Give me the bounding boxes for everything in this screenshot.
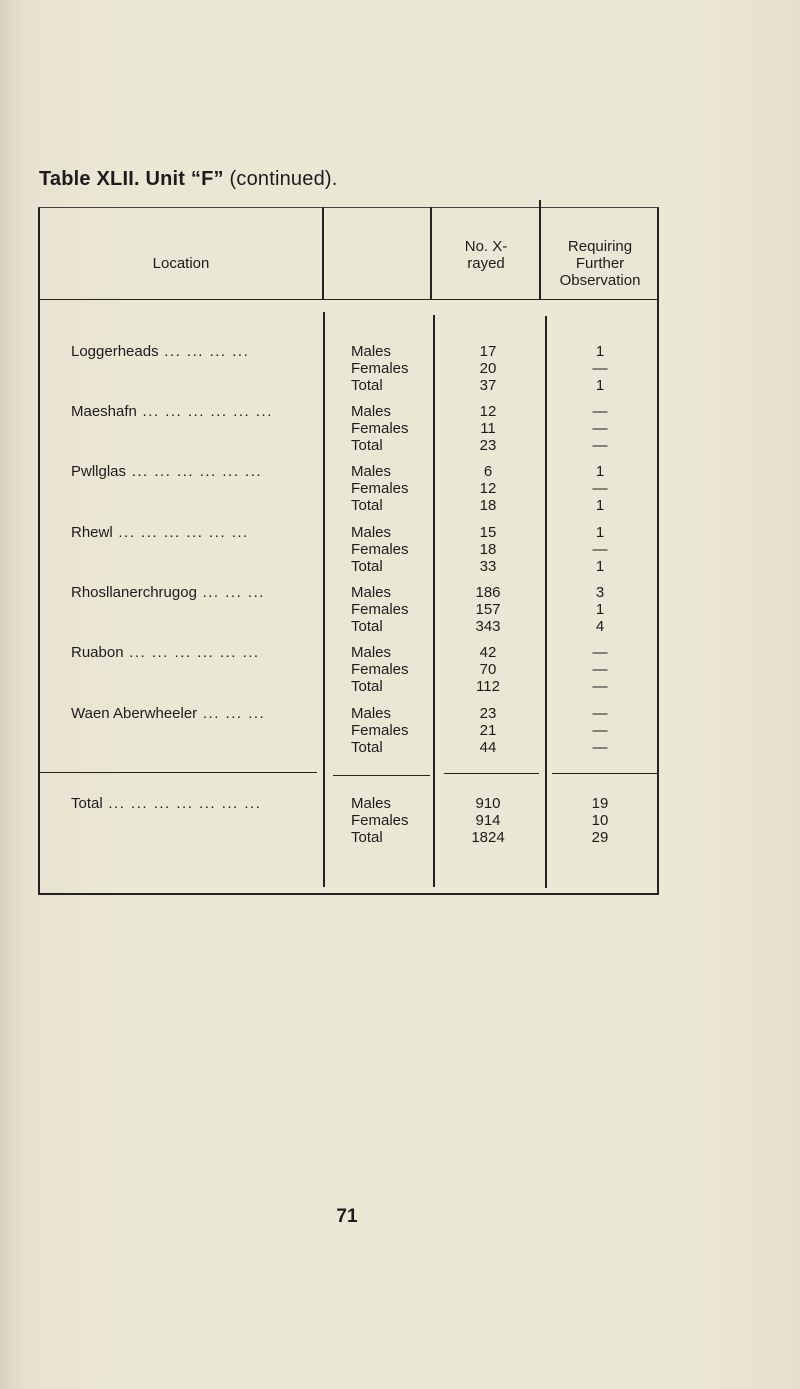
total-row (0, 795, 800, 855)
leader-dots: ... ... ... ... ... ... (112, 524, 249, 541)
leader-dots: ... ... ... ... (158, 343, 250, 360)
sex-females: Females (351, 541, 409, 558)
sex-males: Males (351, 524, 392, 541)
requiring-cell (543, 584, 657, 635)
xrayed-females: 18 (479, 541, 497, 558)
sex-cell (351, 795, 433, 846)
location-cell (71, 343, 323, 360)
table-title-suffix: (continued). (223, 168, 338, 190)
location-cell (71, 463, 323, 480)
xrayed-females: 20 (479, 360, 497, 377)
requiring-total: — (592, 678, 608, 695)
page-number: 71 (336, 1206, 358, 1227)
table-row (0, 705, 800, 765)
xrayed-females: 21 (479, 722, 497, 739)
xrayed-total: 1824 (471, 829, 505, 846)
table-row (0, 403, 800, 463)
location-name: Rhosllanerchrugog (71, 584, 197, 601)
header-rule-1 (322, 207, 324, 300)
requiring-cell (543, 403, 657, 454)
table-title (39, 168, 338, 191)
requiring-females: 10 (591, 812, 609, 829)
sex-females: Females (351, 601, 409, 618)
location-cell (71, 795, 323, 812)
xrayed-cell (436, 524, 540, 575)
requiring-males: 1 (595, 463, 605, 480)
requiring-total: 1 (595, 558, 605, 575)
total-rule-location (40, 772, 317, 773)
xrayed-cell (436, 795, 540, 846)
sex-cell (351, 584, 433, 635)
requiring-cell (543, 463, 657, 514)
sex-total: Total (351, 618, 383, 635)
table-row (0, 524, 800, 584)
requiring-cell (543, 795, 657, 846)
requiring-females: — (592, 541, 608, 558)
requiring-males: 19 (591, 795, 609, 812)
sex-cell (351, 705, 433, 756)
header-underline (40, 299, 658, 300)
requiring-cell (543, 343, 657, 394)
sex-females: Females (351, 812, 409, 829)
location-name: Maeshafn (71, 403, 137, 420)
location-name: Rhewl (71, 524, 113, 541)
requiring-total: 29 (591, 829, 609, 846)
xrayed-females: 914 (475, 812, 501, 829)
table-row (0, 584, 800, 644)
requiring-males: — (592, 403, 608, 420)
location-name: Total (71, 795, 103, 812)
requiring-females: — (592, 661, 608, 678)
location-cell (71, 644, 323, 661)
xrayed-females: 12 (479, 480, 497, 497)
xrayed-males: 6 (483, 463, 493, 480)
header-rule-2 (430, 207, 432, 300)
xrayed-cell (436, 463, 540, 514)
header-requiring: Requiring Further Observation (559, 238, 641, 289)
sex-males: Males (351, 463, 392, 480)
requiring-males: 3 (595, 584, 605, 601)
sex-males: Males (351, 705, 392, 722)
requiring-cell (543, 644, 657, 695)
sex-total: Total (351, 377, 383, 394)
sex-total: Total (351, 558, 383, 575)
xrayed-total: 112 (476, 678, 500, 695)
sex-males: Males (351, 795, 392, 812)
requiring-males: — (592, 644, 608, 661)
requiring-males: — (592, 705, 608, 722)
table-title-main: Table XLII. Unit “F” (39, 168, 224, 190)
requiring-females: — (592, 360, 608, 377)
xrayed-total: 33 (479, 558, 497, 575)
sex-cell (351, 644, 433, 695)
requiring-total: 1 (595, 377, 605, 394)
sex-total: Total (351, 678, 383, 695)
requiring-total: 1 (595, 497, 605, 514)
xrayed-cell (436, 584, 540, 635)
total-rule-requiring (552, 773, 657, 774)
table-row (0, 343, 800, 403)
xrayed-males: 23 (479, 705, 497, 722)
sex-males: Males (351, 403, 392, 420)
location-cell (71, 403, 323, 420)
table-row (0, 644, 800, 704)
xrayed-males: 15 (479, 524, 497, 541)
requiring-cell (543, 524, 657, 575)
xrayed-total: 37 (479, 377, 497, 394)
xrayed-males: 17 (479, 343, 497, 360)
leader-dots: ... ... ... ... ... ... ... (102, 795, 262, 812)
leader-dots: ... ... ... (197, 705, 266, 722)
requiring-females: — (592, 420, 608, 437)
leader-dots: ... ... ... ... ... ... (123, 644, 260, 661)
leader-dots: ... ... ... ... ... ... (136, 403, 273, 420)
sex-females: Females (351, 420, 409, 437)
sex-males: Males (351, 343, 392, 360)
xrayed-males: 910 (475, 795, 501, 812)
xrayed-total: 23 (479, 437, 497, 454)
location-name: Loggerheads (71, 343, 159, 360)
requiring-total: — (592, 437, 608, 454)
location-cell (71, 584, 323, 601)
xrayed-cell (436, 644, 540, 695)
xrayed-total: 18 (479, 497, 497, 514)
location-cell (71, 705, 323, 722)
table-row (0, 463, 800, 523)
requiring-total: 4 (595, 618, 605, 635)
leader-dots: ... ... ... ... ... ... (126, 463, 263, 480)
location-name: Waen Aberwheeler (71, 705, 198, 722)
requiring-females: 1 (595, 601, 605, 618)
header-rule-3 (539, 200, 541, 300)
location-name: Ruabon (71, 644, 124, 661)
sex-total: Total (351, 829, 383, 846)
sex-females: Females (351, 722, 409, 739)
xrayed-males: 186 (475, 584, 501, 601)
xrayed-total: 44 (479, 739, 497, 756)
sex-males: Males (351, 644, 392, 661)
location-cell (71, 524, 323, 541)
sex-cell (351, 343, 433, 394)
requiring-total: — (592, 739, 608, 756)
xrayed-females: 70 (479, 661, 497, 678)
xrayed-females: 157 (475, 601, 501, 618)
xrayed-males: 12 (479, 403, 497, 420)
xrayed-cell (436, 343, 540, 394)
requiring-females: — (592, 722, 608, 739)
header-xrayed: No. X-rayed (464, 238, 508, 272)
location-name: Pwllglas (71, 463, 127, 480)
sex-cell (351, 524, 433, 575)
total-rule-xrayed (444, 773, 539, 774)
sex-females: Females (351, 480, 409, 497)
requiring-females: — (592, 480, 608, 497)
sex-total: Total (351, 497, 383, 514)
xrayed-cell (436, 403, 540, 454)
requiring-males: 1 (595, 524, 605, 541)
xrayed-cell (436, 705, 540, 756)
xrayed-males: 42 (479, 644, 497, 661)
requiring-males: 1 (595, 343, 605, 360)
sex-total: Total (351, 437, 383, 454)
header-location: Location (152, 255, 210, 272)
xrayed-females: 11 (480, 420, 496, 437)
total-rule-sex (333, 775, 430, 776)
sex-females: Females (351, 360, 409, 377)
requiring-cell (543, 705, 657, 756)
sex-cell (351, 403, 433, 454)
sex-males: Males (351, 584, 392, 601)
sex-total: Total (351, 739, 383, 756)
sex-cell (351, 463, 433, 514)
leader-dots: ... ... ... (196, 584, 265, 601)
xrayed-total: 343 (475, 618, 501, 635)
sex-females: Females (351, 661, 409, 678)
